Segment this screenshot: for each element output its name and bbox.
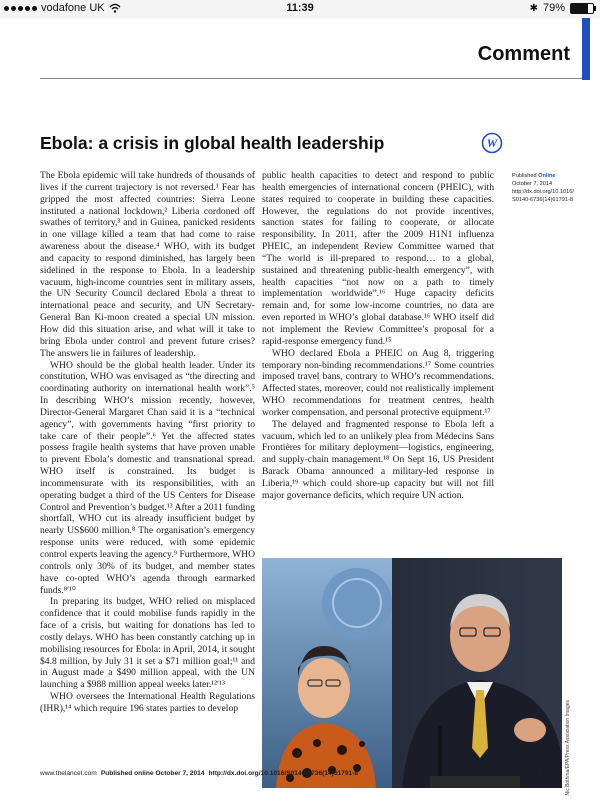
body-column-left: [40, 170, 255, 715]
section-title: Comment: [477, 43, 570, 65]
body-column-right: [262, 170, 494, 502]
carrier-name: vodafone UK: [41, 2, 105, 14]
doi-link-line1[interactable]: http://dx.doi.org/10.1016/: [512, 189, 574, 195]
photo-illustration: [262, 558, 562, 788]
footer-published-online: Published online October 7, 2014: [100, 770, 205, 777]
web-first-icon: [481, 132, 503, 154]
published-label: Published: [512, 173, 537, 179]
section-accent-bar: [582, 18, 590, 80]
article-title: Ebola: a crisis in global health leadership: [40, 133, 385, 153]
paragraph: WHO oversees the International Health Regulations (IHR),¹⁴ which require 196 states parties to develop: [40, 691, 255, 714]
publication-sidebar: [512, 172, 592, 204]
svg-text:W: W: [486, 136, 498, 150]
battery-icon: [570, 3, 594, 14]
footer-doi[interactable]: http://dx.doi.org/10.1016/S0140-6736(14)61791-8: [208, 770, 359, 777]
page-footer: [40, 770, 540, 777]
header-rule: [40, 78, 582, 79]
article-photo: [262, 558, 562, 788]
photo-credit: Nic Bothma/EPA/Press Association Images: [565, 700, 571, 796]
bluetooth-icon: ✱: [529, 2, 538, 14]
paragraph: The Ebola epidemic will take hundreds of thousands of lives if the current trajectory is not reversed.¹ Fear has gripped the most affected countries: Sierra Leone instituted a national lockdown,² Liberia cordoned off swathes of territory,³ and in Guinea, panicked residents in one village killed a team that had come to raise awareness about the disease.⁴ WHO, with its budget and capacity to respond diminished, has largely been sidelined in the response to Ebola. In a leadership vacuum, high-income countries sent in military assets, the UN Security Council declared Ebola a threat to international peace and security, and UN Secretary-General Ban Ki-moon created a special UN mission. How did this situation arise, and what will it take to bring Ebola under control and prevent future crises? The answers lie in failures of leadership.: [40, 170, 255, 359]
footer-site[interactable]: www.thelancet.com: [40, 770, 97, 777]
paragraph: The delayed and fragmented response to Ebola left a vacuum, which led to an unlikely plea from Médecins Sans Frontières for military deployment—logistics, engineering, and supply-chain management.¹⁸ On Sept 16, US President Barack Obama announced a military-led response in Liberia,¹⁹ which could shore-up capacity but will not fill major governance deficits, which require UN action.: [262, 418, 494, 501]
status-bar: [0, 0, 600, 18]
doi-link-line2[interactable]: S0140-6736(14)61791-8: [512, 197, 573, 203]
paragraph: WHO declared Ebola a PHEIC on Aug 8, triggering temporary non-binding recommendations.¹⁷ Some countries imposed travel bans, contrary to WHO’s recommendations. Affected states, moreover, could not realistically implement WHO recommendations for treatment centres, health worker compensation, and personal protective equipment.¹⁷: [262, 347, 494, 418]
paragraph: In preparing its budget, WHO relied on misplaced confidence that it could mobilise funds rapidly in the face of a crisis, but waiting for donations has led to costly delays. WHO has been constantly catching up in mobilising resources for Ebola: in April, 2014, it sought $4.8 million, by July 31 it set a $71 million goal;¹¹ and in August made a $490 million appeal, with the UN launching a $988 million appeal weeks later.¹²ʹ¹³: [40, 596, 255, 691]
online-label: Online: [538, 173, 556, 179]
page-number: 1: [538, 770, 542, 777]
status-time: 11:39: [286, 2, 314, 14]
battery-fill: [571, 4, 588, 13]
status-bar-right: [530, 2, 594, 14]
published-line: [512, 172, 592, 180]
paragraph: WHO should be the global health leader. Under its constitution, WHO was envisaged as “the directing and coordinating authority on international health work”.⁵ In describing WHO’s mission recently, however, Director-General Margaret Chan said it is a “technical agency”, with governments having “first priority to take care of their people”.⁶ Yet the affected states possess fragile health systems that have proven unable to prevent Ebola’s domestic and transnational spread. WHO itself is constrained. Its budget is incommensurate with its responsibilities, with an operating budget a third of the US Centers for Disease Control and Prevention’s budget.¹³ After a 2011 funding shortfall, WHO cut its already insufficient budget by nearly US$600 million.⁸ The organisation’s emergency response units were reduced, with some epidemic control experts leaving the agency.⁹ Furthermore, WHO controls only 30% of its budget, and member states have co-opted WHO’s agenda through earmarked funds.⁸ʹ¹⁰: [40, 359, 255, 596]
published-date: October 7, 2014: [512, 181, 553, 187]
battery-percent: 79%: [542, 2, 565, 14]
paragraph: public health capacities to detect and respond to public health emergencies of international concern (PHEIC), with states required to cooperate in building these capacities. However, the regulations do not provide incentives, sanction states for failing to cooperate, or allocate responsibility. In 2011, after the 2009 H1N1 influenza PHEIC, an independent Review Committee warned that “The world is ill-prepared to respond… to a global, sustained and threatening public-health emergency”, with health capacities “not now on a path to timely implementation worldwide”.¹⁶ Huge capacity deficits remain and, for some low-income countries, no data are even reported in WHO’s global database.¹⁶ WHO itself did not implement the Review Committee’s proposal for a rapid-response emergency fund.¹⁵: [262, 170, 494, 347]
